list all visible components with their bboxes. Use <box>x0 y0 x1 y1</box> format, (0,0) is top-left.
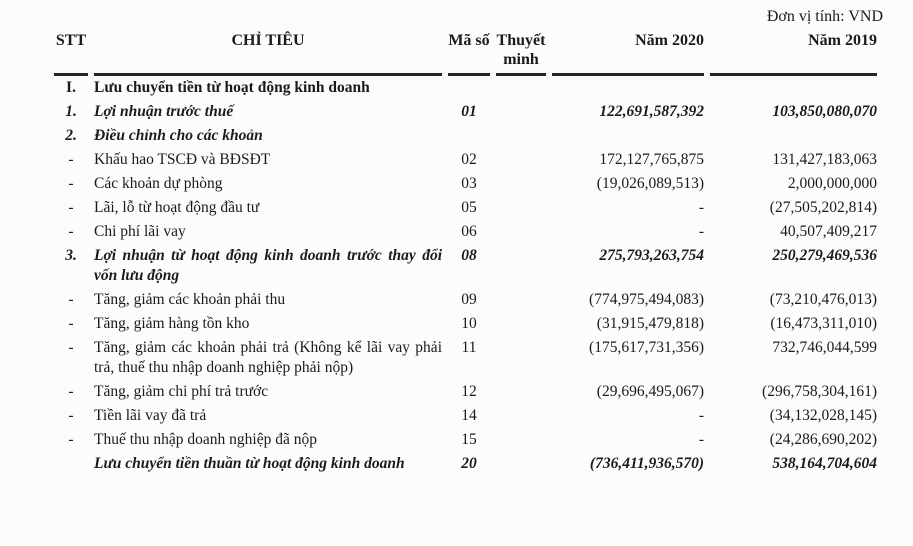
unit-label: Đơn vị tính: VND <box>766 8 883 25</box>
cell-nam-2019: 250,279,469,536 <box>772 247 877 264</box>
cell-thuyet-minh <box>496 100 546 124</box>
cell-stt: - <box>68 223 74 240</box>
cell-stt: - <box>68 315 74 332</box>
cell-nam-2020: 122,691,587,392 <box>599 103 704 120</box>
table-row <box>54 220 877 244</box>
table-row <box>54 312 877 336</box>
cell-label: Tiền lãi vay đã trả <box>94 407 207 424</box>
cell-nam-2019: (24,286,690,202) <box>769 431 877 448</box>
cell-nam-2019: (73,210,476,013) <box>769 291 877 308</box>
cell-ma-so: 10 <box>461 315 477 332</box>
cell-nam-2020 <box>552 124 704 148</box>
cell-thuyet-minh <box>496 404 546 428</box>
header-nam-2020: Năm 2020 <box>552 28 704 76</box>
cell-stt: - <box>68 339 74 356</box>
cell-ma-so: 05 <box>461 199 477 216</box>
cell-stt: 2. <box>65 127 77 144</box>
cell-nam-2019: 40,507,409,217 <box>780 223 877 240</box>
cell-nam-2019: 2,000,000,000 <box>787 175 877 192</box>
cell-ma-so <box>448 124 490 148</box>
cell-stt: I. <box>66 79 76 96</box>
cell-label: Lợi nhuận từ hoạt động kinh doanh trước thay đổi vốn lưu động <box>94 247 442 284</box>
header-row <box>54 28 877 76</box>
cell-label: Điều chỉnh cho các khoản <box>94 127 263 144</box>
cell-label: Tăng, giảm các khoản phải thu <box>94 291 286 308</box>
header-stt: STT <box>54 28 88 76</box>
cell-thuyet-minh <box>496 452 546 476</box>
header-thuyet-minh: Thuyết minh <box>496 28 546 76</box>
cell-stt: 1. <box>65 103 77 120</box>
cell-thuyet-minh <box>496 76 546 100</box>
cell-thuyet-minh <box>496 124 546 148</box>
cell-label: Tăng, giảm hàng tồn kho <box>94 315 250 332</box>
cell-label: Lưu chuyển tiền từ hoạt động kinh doanh <box>94 79 370 96</box>
cell-label: Lợi nhuận trước thuế <box>94 103 234 120</box>
cell-nam-2019 <box>710 76 877 100</box>
cell-thuyet-minh <box>496 148 546 172</box>
cell-ma-so: 06 <box>461 223 477 240</box>
cell-nam-2020: (774,975,494,083) <box>589 291 704 308</box>
cell-ma-so: 15 <box>461 431 477 448</box>
cell-ma-so <box>448 76 490 100</box>
cell-ma-so: 08 <box>461 247 477 264</box>
cell-nam-2019: 538,164,704,604 <box>772 455 877 472</box>
cell-nam-2019: (27,505,202,814) <box>769 199 877 216</box>
cell-nam-2020: - <box>698 431 704 448</box>
cell-nam-2020: - <box>698 223 704 240</box>
table-row <box>54 148 877 172</box>
cell-thuyet-minh <box>496 196 546 220</box>
cell-stt: - <box>68 199 74 216</box>
header-nam-2019: Năm 2019 <box>710 28 877 76</box>
cell-thuyet-minh <box>496 336 546 380</box>
cell-label: Lưu chuyển tiền thuần từ hoạt động kinh doanh <box>94 455 405 472</box>
table-row <box>54 244 877 288</box>
cell-nam-2019: (16,473,311,010) <box>770 315 877 332</box>
table-row <box>54 428 877 452</box>
cell-nam-2020: (29,696,495,067) <box>596 383 704 400</box>
cash-flow-table <box>48 28 883 476</box>
cell-nam-2020: 275,793,263,754 <box>599 247 704 264</box>
cell-thuyet-minh <box>496 312 546 336</box>
cell-nam-2019: (34,132,028,145) <box>769 407 877 424</box>
cell-ma-so: 11 <box>461 339 477 356</box>
cell-ma-so: 14 <box>461 407 477 424</box>
cell-stt: - <box>68 383 74 400</box>
table-row <box>54 100 877 124</box>
table-row <box>54 380 877 404</box>
cell-nam-2020: (736,411,936,570) <box>589 455 704 472</box>
cell-nam-2019: (296,758,304,161) <box>762 383 877 400</box>
header-ma-so: Mã số <box>448 28 490 76</box>
cell-stt: - <box>68 407 74 424</box>
cell-ma-so: 02 <box>461 151 477 168</box>
cell-label: Tăng, giảm các khoản phải trả (Không kể lãi vay phải trả, thuế thu nhập doanh nghiệp phải nộp) <box>94 339 442 376</box>
cell-nam-2020: - <box>698 199 704 216</box>
cell-ma-so: 01 <box>461 103 477 120</box>
table-row <box>54 172 877 196</box>
cell-thuyet-minh <box>496 288 546 312</box>
cell-nam-2020: (19,026,089,513) <box>596 175 704 192</box>
cell-ma-so: 20 <box>461 455 477 472</box>
cell-thuyet-minh <box>496 244 546 288</box>
table-row <box>54 76 877 100</box>
cell-nam-2020: 172,127,765,875 <box>599 151 704 168</box>
cell-label: Chi phí lãi vay <box>94 223 186 240</box>
cell-nam-2019 <box>710 124 877 148</box>
cell-thuyet-minh <box>496 220 546 244</box>
cell-ma-so: 12 <box>461 383 477 400</box>
cell-nam-2019: 131,427,183,063 <box>772 151 877 168</box>
cell-nam-2020: - <box>698 407 704 424</box>
table-body <box>54 76 877 476</box>
cell-stt: - <box>68 175 74 192</box>
cell-nam-2020: (175,617,731,356) <box>589 339 704 356</box>
cell-stt <box>54 452 88 476</box>
table-header <box>54 28 877 76</box>
cell-thuyet-minh <box>496 380 546 404</box>
cell-label: Lãi, lỗ từ hoạt động đầu tư <box>94 199 260 216</box>
cell-stt: - <box>68 151 74 168</box>
cell-ma-so: 09 <box>461 291 477 308</box>
cell-nam-2019: 103,850,080,070 <box>772 103 877 120</box>
cell-label: Khấu hao TSCĐ và BĐSĐT <box>94 151 271 168</box>
cell-stt: 3. <box>65 247 77 264</box>
header-chi-tieu: CHỈ TIÊU <box>94 28 442 76</box>
cell-label: Thuế thu nhập doanh nghiệp đã nộp <box>94 431 317 448</box>
cell-ma-so: 03 <box>461 175 477 192</box>
table-row <box>54 196 877 220</box>
table-row <box>54 404 877 428</box>
table-row <box>54 336 877 380</box>
cell-nam-2020: (31,915,479,818) <box>596 315 704 332</box>
cell-thuyet-minh <box>496 428 546 452</box>
table-row <box>54 124 877 148</box>
cell-stt: - <box>68 291 74 308</box>
cell-label: Tăng, giảm chi phí trả trước <box>94 383 269 400</box>
cell-nam-2019: 732,746,044,599 <box>772 339 877 356</box>
table-row <box>54 452 877 476</box>
table-row <box>54 288 877 312</box>
cell-nam-2020 <box>552 76 704 100</box>
cell-thuyet-minh <box>496 172 546 196</box>
cell-label: Các khoản dự phòng <box>94 175 223 192</box>
cell-stt: - <box>68 431 74 448</box>
